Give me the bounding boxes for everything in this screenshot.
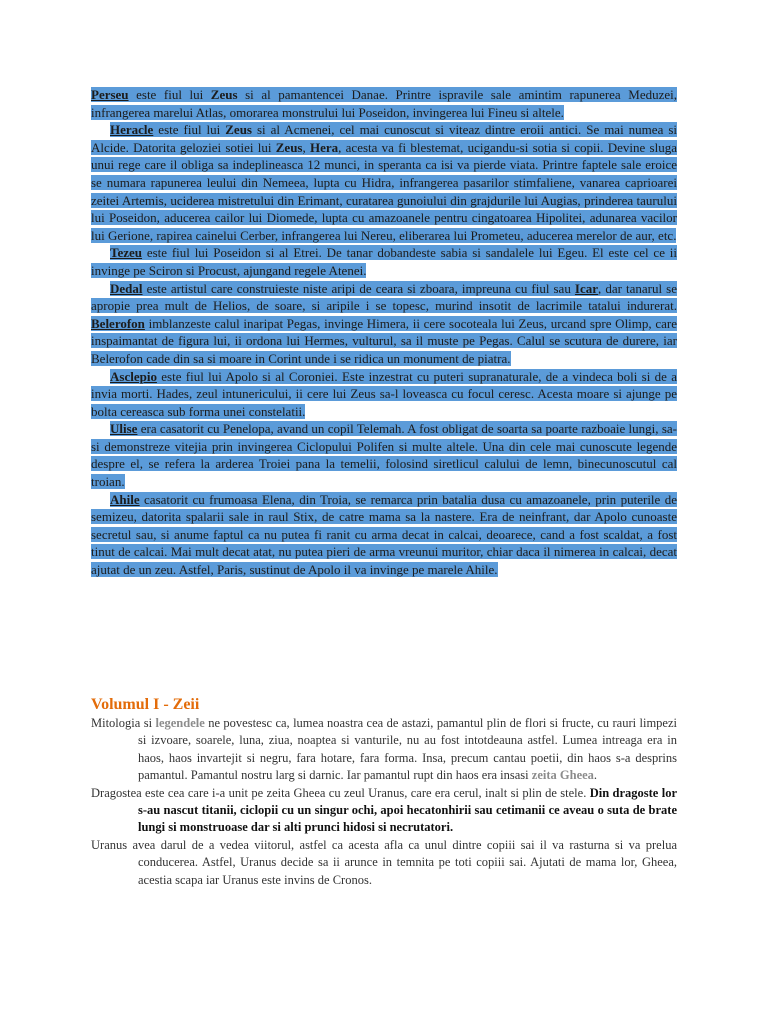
hero-name-dedal: Dedal [110, 280, 143, 296]
zeita-gheea-term: zeita Gheea [531, 768, 594, 783]
hero-name-perseu: Perseu [91, 87, 129, 102]
hero-name-asclepio: Asclepio [110, 368, 157, 384]
paragraph-dedal: Dedal este artistul care construieste niste aripi de ceara si zboara, impreuna cu fiul sau Icar, dar tanarul se apropie prea mult de Helios, de soare, si aripile i se topesc, murind insotit de lacrimile tatalui indurerat. Belerofon imblanzeste calul inaripat Pegas, invinge Himera, ii cere socoteala lui Zeus, urcand spre Olimp, care inspaimantat de figura lui, ii ordona lui Hermes, vulturul, sa il muste pe Pegas. Calul se scutura de durere, iar Belerofon cade din sa si moare in Corint unde i se ridica un monument de piatra. [91, 280, 677, 366]
hera-name: Hera [310, 139, 339, 155]
hero-name-heracle: Heracle [110, 122, 154, 138]
hero-name-ahile: Ahile [110, 491, 140, 507]
paragraph-asclepio: Asclepio este fiul lui Apolo si al Coroniei. Este inzestrat cu puteri supranaturale, de a vindeca boli si de a invia morti. Hades, zeul intunericului, ii cere lui Zeus sa-l loveasca cu focul ceresc. Acesta moare si ajunge pe bolta cereasca sub forma unei constelatii. [91, 368, 677, 419]
paragraph-perseu: Perseu este fiul lui Zeus si al pamantencei Danae. Printre ispravile sale amintim rapunerea Meduzei, infrangerea marelui Atlas, omorarea monstrului lui Poseidon, invingerea lui Fineu si altele. [91, 87, 677, 120]
paragraph-dragostea: Dragostea este cea care i-a unit pe zeita Gheea cu zeul Uranus, care era cerul, inalt si plin de stele. Din dragoste lor s-au nascut titanii, ciclopii cu un singur ochi, apoi hecatonhirii sau cetimanii ce aveau o suta de brate lungi si monstruoase dar si alti prunci hidosi si necrutatori. [91, 785, 677, 835]
zeus-name: Zeus [210, 87, 238, 102]
volume-title: Volumul I - Zeii [91, 696, 200, 713]
paragraph-mitologia: Mitologia si legendele ne povestesc ca, lumea noastra cea de astazi, pamantul plin de flori si fructe, cu rauri limpezi si izvoare, soarele, luna, ziua, noaptea si vanturile, nu au fost intotdeauna astfel. Lumea intreaga era in haos, haos invartejit si negru, fara hotare, fara forma. Insa, precum cantau poetii, din haos s-a desprins pamantul. Pamantul nostru larg si darnic. Iar pamantul rupt din haos era insasi zeita Gheea. [91, 716, 677, 783]
zeus-name: Zeus [225, 122, 252, 138]
paragraph-tezeu: Tezeu este fiul lui Poseidon si al Etrei. De tanar dobandeste sabia si sandalele lui Egeu. El este cel ce ii invinge pe Sciron si Procust, ajungand regele Atenei. [91, 245, 677, 278]
body-text [91, 715, 677, 889]
paragraph-heracle: Heracle este fiul lui Zeus si al Acmenei, cel mai cunoscut si viteaz dintre eroii antici. Se mai numea si Alcide. Datorita geloziei sotiei lui Zeus, Hera, acesta va fi blestemat, ucigandu-si sotia si copii. Devine sluga unui rege care il obliga sa indeplineasca 12 munci, in speranta ca isi va pierde viata. Printre faptele sale eroice se numara rapunerea leului din Nemeea, lupta cu Hidra, infrangerea pasarilor stimfaliene, vanarea caprioarei zeitei Artemis, uciderea mistretului din Erimant, curatarea gunoiului din grajdurile lui Augias, prinderea taurului lui Poseidon, aducerea cailor lui Diomede, lupta cu amazoanele pentru cingatoarea Hipolitei, adunarea vacilor lui Gerione, rapirea cainelui Cerber, infrangerea lui Nereu, eliberarea lui Prometeu, aducerea merelor de aur, etc. [91, 122, 677, 243]
hero-name-belerofon: Belerofon [91, 315, 145, 331]
selected-text-block[interactable] [91, 86, 677, 579]
hero-name-ulise: Ulise [110, 421, 138, 437]
paragraph-ahile: Ahile casatorit cu frumoasa Elena, din Troia, se remarca prin batalia dusa cu amazoanele, prin puterile de semizeu, datorita spalarii sale in raul Stix, de catre mama sa la nastere. Era de neinfrant, dar Apolo cunoaste secretul sau, si anume faptul ca nu putea fi ranit cu arma decat in calcai, deoarece, cand a fost scaldat, a fost tinut de calcai. Mai mult decat atat, nu putea pieri de arma vreunui muritor, chiar daca il nimerea in calcai, decat ajutat de un zeu. Astfel, Paris, sustinut de Apolo il va invinge pe marele Ahile. [91, 491, 677, 578]
hero-name-tezeu: Tezeu [110, 245, 143, 261]
titans-sentence: Din dragoste lor s-au nascut titanii, ciclopii cu un singur ochi, apoi hecatonhirii sau cetimanii ce aveau o suta de brate lungi si monstruoase dar si alti prunci hidosi si necrutatori. [138, 785, 677, 835]
paragraph-uranus: Uranus avea darul de a vedea viitorul, astfel ca acesta afla ca unul dintre copiii sai il va rasturna si va prelua conducerea. Astfel, Uranus decide sa ii arunce in temnita pe toti copiii sai. Ajutati de mama lor, Gheea, acestia scapa iar Uranus este invins de Cronos. [91, 837, 677, 887]
zeus-name: Zeus [275, 139, 303, 155]
hero-name-icar: Icar [574, 280, 599, 296]
legendele-term: legendele [155, 716, 205, 730]
paragraph-ulise: Ulise era casatorit cu Penelopa, avand un copil Telemah. A fost obligat de soarta sa poarte razboaie lungi, sa-si demonstreze vitejia prin invingerea Ciclopului Polifen si multe altele. Una din cele mai cunoscute legende despre el, se refera la arderea Troiei pana la temelii, folosind siretlicul calului de lemn, binecunoscutul cal troian. [91, 421, 677, 490]
